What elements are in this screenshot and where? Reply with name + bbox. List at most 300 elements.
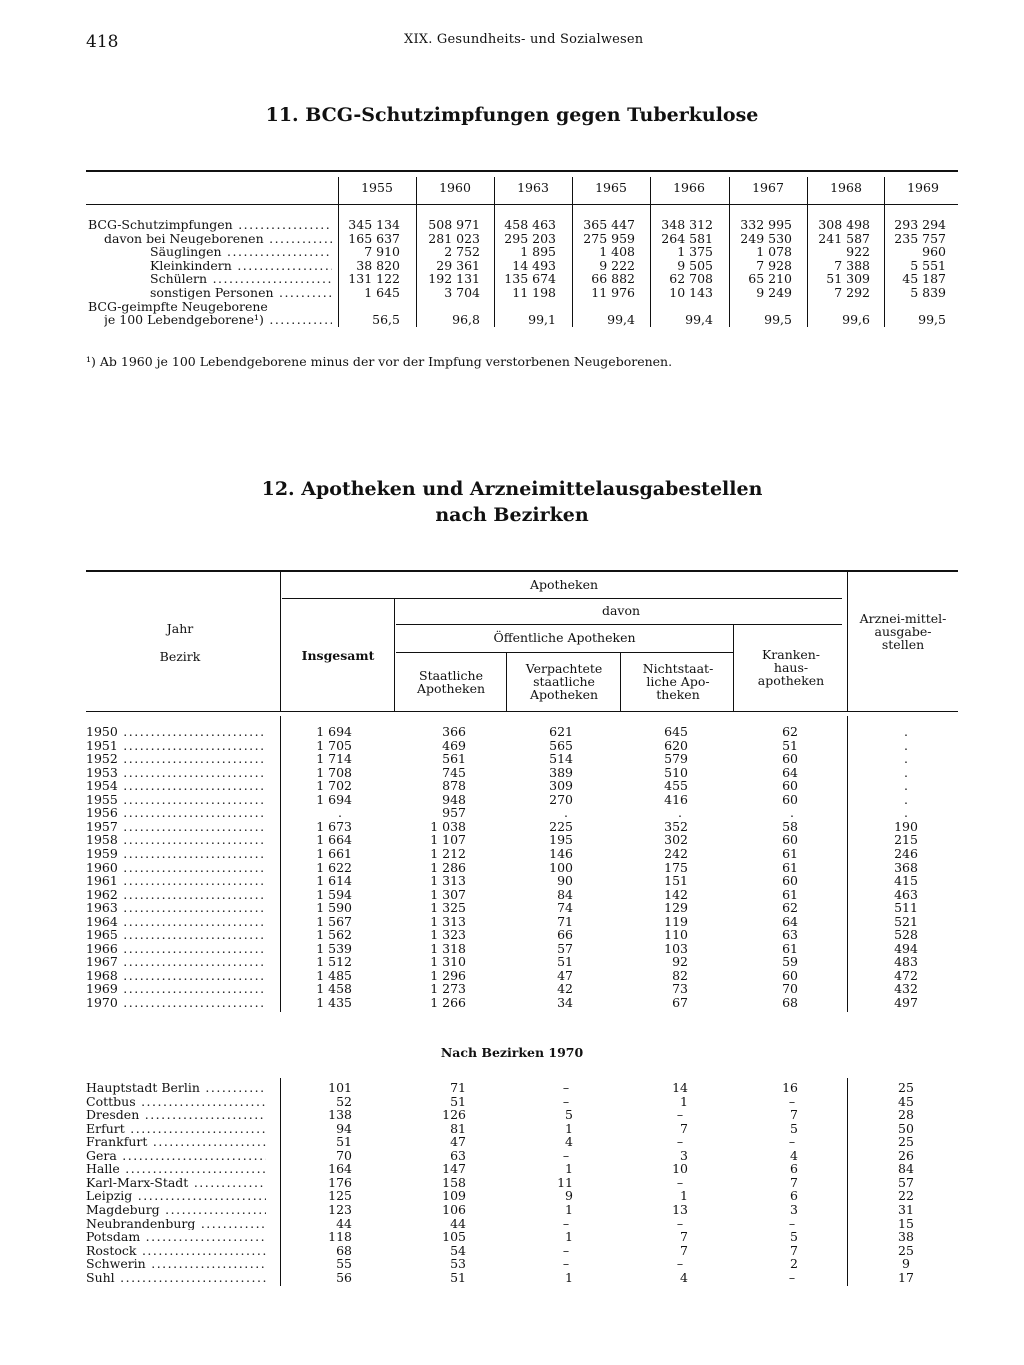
table12-cell: 645 — [664, 724, 688, 739]
table11-row-label: sonstigen Personen ..... — [150, 286, 332, 300]
header-jahr: Jahr — [166, 621, 194, 636]
table11-row-label: davon bei Neugeborenen ..... — [104, 232, 332, 246]
table12-cell: – — [788, 1093, 796, 1109]
table12-subheading: Nach Bezirken 1970 — [440, 1045, 584, 1060]
table12-cell: 44 — [336, 1215, 352, 1231]
table12-cell: 1 325 — [430, 900, 466, 916]
table12-cell: 7 — [790, 1242, 798, 1258]
table11-cell: 960 — [922, 244, 946, 260]
table12-cell: 11 — [557, 1174, 573, 1190]
table12-cell: 90 — [557, 873, 573, 889]
table12-cell: 366 — [442, 724, 466, 739]
table12-cell: 1 614 — [316, 873, 352, 889]
table12-cell: 1 307 — [430, 886, 466, 902]
header-staatliche: Staatliche Apotheken — [416, 668, 486, 696]
table12-cell: 1 705 — [316, 737, 352, 753]
table12-cell: 621 — [549, 724, 573, 739]
table12-year-label: 1965 ..... — [86, 928, 266, 942]
table12-cell: 60 — [782, 832, 798, 848]
table12-cell: – — [562, 1215, 570, 1231]
table12-cell: – — [676, 1215, 684, 1231]
table12-cell: 302 — [664, 832, 688, 848]
table12-cell: 225 — [549, 818, 573, 834]
table12-cell: 60 — [782, 791, 798, 807]
table12-cell: – — [788, 1215, 796, 1231]
table12-cell: 9 — [902, 1256, 910, 1272]
table12-cell: 1 266 — [430, 995, 466, 1010]
table12-cell: 51 — [557, 954, 573, 970]
table12-cell: 620 — [664, 737, 688, 753]
table12-cell: 71 — [450, 1080, 466, 1095]
table11-cell: 345 134 — [348, 217, 400, 232]
table12-district-label: Suhl ..... — [86, 1271, 266, 1285]
table12-cell: . — [904, 778, 908, 794]
table12-cell: 957 — [442, 805, 466, 821]
table11-cell: 14 493 — [512, 257, 556, 273]
table12-cell: 103 — [664, 940, 688, 956]
table12-cell: – — [676, 1256, 684, 1272]
table12-cell: 579 — [664, 751, 688, 767]
table12-year-label: 1951 ..... — [86, 739, 266, 753]
table11-year-header: 1969 — [907, 180, 939, 195]
table12-year-label: 1954 ..... — [86, 779, 266, 793]
table12-cell: 38 — [898, 1229, 914, 1245]
table12-cell: 47 — [450, 1134, 466, 1150]
table12-cell: 64 — [782, 913, 798, 929]
table12-cell: 745 — [442, 764, 466, 780]
table12-cell: 1 — [565, 1120, 573, 1136]
table12-cell: 9 — [565, 1188, 573, 1204]
table12-cell: 1 273 — [430, 981, 466, 997]
table12-cell: – — [562, 1093, 570, 1109]
table11-row-label: je 100 Lebendgeborene¹) ..... — [104, 313, 332, 327]
table12-cell: . — [564, 805, 568, 821]
table12-cell: 10 — [672, 1161, 688, 1177]
table12-cell: 51 — [336, 1134, 352, 1150]
table12-cell: 1 562 — [316, 927, 352, 943]
table11-cell: 9 249 — [756, 285, 792, 300]
table12-cell: 1 694 — [316, 791, 352, 807]
table12-cell: – — [562, 1147, 570, 1163]
table12-cell: 565 — [549, 737, 573, 753]
table12-cell: . — [678, 805, 682, 821]
table12-cell: 94 — [336, 1120, 352, 1136]
table12-cell: 61 — [782, 886, 798, 902]
table12-cell: 1 296 — [430, 967, 466, 983]
table11-cell: 66 882 — [591, 271, 635, 287]
table12-district-label: Hauptstadt Berlin ..... — [86, 1081, 266, 1095]
table12-top-rule — [86, 570, 958, 572]
table12-cell: 1 435 — [316, 995, 352, 1010]
table11-cell: 99,5 — [918, 312, 946, 328]
table11-cell: 332 995 — [740, 217, 792, 232]
section-title: XIX. Gesundheits- und Sozialwesen — [404, 32, 644, 47]
table12-cell: 416 — [664, 791, 688, 807]
table12-cell: 2 — [790, 1256, 798, 1272]
table11-title: 11. BCG-Schutzimpfungen gegen Tuberkulose — [265, 104, 759, 126]
header-verpachtete: Verpachtete staatliche Apotheken — [525, 661, 603, 702]
table12-cell: 54 — [450, 1242, 466, 1258]
table12-col-divider — [280, 1078, 281, 1286]
table12-year-label: 1955 ..... — [86, 793, 266, 807]
table12-cell: . — [904, 764, 908, 780]
table12-cell: 1 107 — [430, 832, 466, 848]
table12-cell: 1 313 — [430, 873, 466, 889]
table11-cell: 192 131 — [428, 271, 480, 287]
table12-cell: 5 — [565, 1107, 573, 1123]
table11-cell: 165 637 — [348, 230, 400, 246]
header-kranken: Kranken-haus-apotheken — [757, 647, 825, 688]
table12-district-label: Cottbus ..... — [86, 1095, 266, 1109]
table12-district-label: Leipzig ..... — [86, 1189, 266, 1203]
table12-cell: 66 — [557, 927, 573, 943]
table12-cell: 61 — [782, 845, 798, 861]
table11-year-header: 1963 — [517, 180, 549, 195]
table11-cell: 1 645 — [364, 285, 400, 300]
table12-cell: 7 — [680, 1229, 688, 1245]
table12-cell: 514 — [549, 751, 573, 767]
table12-year-label: 1970 ..... — [86, 996, 266, 1010]
table12-cell: 62 — [782, 900, 798, 916]
table12-cell: 158 — [442, 1174, 466, 1190]
table11-cell: 11 976 — [591, 285, 635, 300]
table12-cell: 68 — [336, 1242, 352, 1258]
table11-cell: 458 463 — [504, 217, 556, 232]
table11-year-header: 1965 — [595, 180, 627, 195]
table12-cell: – — [562, 1080, 570, 1095]
table11-cell: 135 674 — [504, 271, 556, 287]
table11-cell: 922 — [846, 244, 870, 260]
table11-cell: 293 294 — [894, 217, 946, 232]
table12-cell: 1 702 — [316, 778, 352, 794]
table12-cell: 71 — [557, 913, 573, 929]
table11-year-header: 1960 — [439, 180, 471, 195]
table12-title-line2: nach Bezirken — [435, 504, 589, 526]
table12-cell: 176 — [328, 1174, 352, 1190]
table11-cell: 51 309 — [826, 271, 870, 287]
table12-cell: 6 — [790, 1188, 798, 1204]
table12-cell: 81 — [450, 1120, 466, 1136]
table11-cell: 2 752 — [444, 244, 480, 260]
table12-year-label: 1958 ..... — [86, 833, 266, 847]
table12-cell: 25 — [898, 1242, 914, 1258]
table11-cell: 241 587 — [818, 230, 870, 246]
table12-district-label: Rostock ..... — [86, 1244, 266, 1258]
table12-district-label: Potsdam ..... — [86, 1230, 266, 1244]
table11-cell: 7 388 — [834, 257, 870, 273]
table12-district-label: Dresden ..... — [86, 1108, 266, 1122]
table12-cell: 61 — [782, 859, 798, 875]
table12-cell: 1 — [565, 1269, 573, 1285]
table11-cell: 249 530 — [740, 230, 792, 246]
table12-title: 12. Apotheken und Arzneimittelausgabestellen — [261, 478, 763, 500]
table11-cell: 7 910 — [364, 244, 400, 260]
table12-cell: 1 661 — [316, 845, 352, 861]
table12-district-label: Frankfurt ..... — [86, 1135, 266, 1149]
table12-cell: 28 — [898, 1107, 914, 1123]
table12-cell: 1 — [565, 1161, 573, 1177]
table12-cell: 125 — [328, 1188, 352, 1204]
table12-cell: 84 — [557, 886, 573, 902]
table12-cell: 119 — [664, 913, 688, 929]
table12-cell: . — [904, 751, 908, 767]
table12-cell: 432 — [894, 981, 918, 997]
table12-cell: . — [904, 737, 908, 753]
table11-top-rule — [86, 170, 958, 172]
table12-cell: 14 — [672, 1080, 688, 1095]
table12-cell: 1 512 — [316, 954, 352, 970]
table11-footnote: ¹) Ab 1960 je 100 Lebendgeborene minus der vor der Impfung verstorbenen Neugeborenen. — [86, 354, 673, 369]
table12-cell: 70 — [782, 981, 798, 997]
table11-cell: 508 971 — [428, 217, 480, 232]
table12-cell: 7 — [790, 1174, 798, 1190]
table12-cell: 472 — [894, 967, 918, 983]
table12-year-label: 1952 ..... — [86, 752, 266, 766]
table12-cell: 1 714 — [316, 751, 352, 767]
table12-cell: 878 — [442, 778, 466, 794]
table11-cell: 5 839 — [910, 285, 946, 300]
table12-cell: 17 — [898, 1269, 914, 1285]
table12-year-label: 1953 ..... — [86, 766, 266, 780]
table12-cell: 60 — [782, 751, 798, 767]
table12-cell: 22 — [898, 1188, 914, 1204]
table11-cell: 281 023 — [428, 230, 480, 246]
table11-cell: 45 187 — [902, 271, 946, 287]
table12-cell: 455 — [664, 778, 688, 794]
table12-cell: 44 — [450, 1215, 466, 1231]
table11-cell: 365 447 — [583, 217, 635, 232]
table12-cell: 6 — [790, 1161, 798, 1177]
table12-cell: 142 — [664, 886, 688, 902]
table12-cell: 1 694 — [316, 724, 352, 739]
table12-cell: 4 — [680, 1269, 688, 1285]
table12-cell: – — [788, 1134, 796, 1150]
table12-cell: 106 — [442, 1201, 466, 1217]
table12-cell: 521 — [894, 913, 918, 929]
table12-cell: 1 — [680, 1188, 688, 1204]
table12-cell: . — [904, 724, 908, 739]
table11-header-rule — [86, 204, 958, 205]
table12-cell: 56 — [336, 1269, 352, 1285]
table12-cell: 511 — [894, 900, 918, 916]
table12-cell: 497 — [894, 995, 918, 1010]
table12-cell: 55 — [336, 1256, 352, 1272]
header-davon: davon — [601, 603, 641, 618]
table12-cell: 4 — [565, 1134, 573, 1150]
table12-district-label: Gera ..... — [86, 1149, 266, 1163]
table12-cell: 84 — [898, 1161, 914, 1177]
table12-cell: 47 — [557, 967, 573, 983]
table12-district-label: Erfurt ..... — [86, 1122, 266, 1136]
table12-cell: 25 — [898, 1134, 914, 1150]
table12-cell: 63 — [782, 927, 798, 943]
table11-cell: 275 959 — [583, 230, 635, 246]
table12-cell: 51 — [450, 1269, 466, 1285]
header-arznei: Arznei-mittel-ausgabe-stellen — [859, 611, 947, 652]
table12-year-label: 1957 ..... — [86, 820, 266, 834]
table12-cell: 51 — [450, 1093, 466, 1109]
table11-row-label: Säuglingen ..... — [150, 245, 332, 259]
table11-cell: 131 122 — [348, 271, 400, 287]
table12-cell: 129 — [664, 900, 688, 916]
page-number: 418 — [86, 32, 119, 52]
table12-cell: 1 594 — [316, 886, 352, 902]
table11-cell: 56,5 — [372, 312, 400, 328]
table12-year-label: 1959 ..... — [86, 847, 266, 861]
table12-cell: 53 — [450, 1256, 466, 1272]
table12-cell: 63 — [450, 1147, 466, 1163]
table12-year-label: 1960 ..... — [86, 861, 266, 875]
table12-cell: 109 — [442, 1188, 466, 1204]
table11-year-header: 1966 — [673, 180, 705, 195]
table12-cell: 175 — [664, 859, 688, 875]
table12-cell: 469 — [442, 737, 466, 753]
table12-district-label: Magdeburg ..... — [86, 1203, 266, 1217]
table12-cell: . — [904, 805, 908, 821]
table11-year-header: 1955 — [361, 180, 393, 195]
table12-cell: 70 — [336, 1147, 352, 1163]
table12-cell: 1 286 — [430, 859, 466, 875]
table12-cell: 82 — [672, 967, 688, 983]
table12-cell: 123 — [328, 1201, 352, 1217]
table12-header-rule — [86, 711, 958, 712]
table12-cell: 246 — [894, 845, 918, 861]
table12-cell: 1 318 — [430, 940, 466, 956]
table12-cell: 45 — [898, 1093, 914, 1109]
table12-cell: 352 — [664, 818, 688, 834]
table12-cell: 483 — [894, 954, 918, 970]
table12-cell: 270 — [549, 791, 573, 807]
table12-cell: 368 — [894, 859, 918, 875]
table12-year-label: 1968 ..... — [86, 969, 266, 983]
table12-cell: 146 — [549, 845, 573, 861]
table12-cell: . — [904, 791, 908, 807]
table12-cell: 60 — [782, 967, 798, 983]
table12-cell: 15 — [898, 1215, 914, 1231]
table12-cell: 1 539 — [316, 940, 352, 956]
table11-cell: 1 375 — [677, 244, 713, 260]
table12-cell: 26 — [898, 1147, 914, 1163]
table12-cell: 92 — [672, 954, 688, 970]
table12-cell: 52 — [336, 1093, 352, 1109]
table12-year-label: 1967 ..... — [86, 955, 266, 969]
table11-year-header: 1967 — [752, 180, 784, 195]
table11-cell: 295 203 — [504, 230, 556, 246]
table12-cell: 25 — [898, 1080, 914, 1095]
table12-cell: 5 — [790, 1120, 798, 1136]
table12-year-label: 1961 ..... — [86, 874, 266, 888]
table12-cell: 1 — [680, 1093, 688, 1109]
table11-cell: 7 292 — [834, 285, 870, 300]
table12-cell: 110 — [664, 927, 688, 943]
table12-cell: – — [562, 1256, 570, 1272]
table11-cell: 3 704 — [444, 285, 480, 300]
table11-cell: 99,6 — [842, 312, 870, 328]
table12-cell: 59 — [782, 954, 798, 970]
table12-cell: – — [562, 1242, 570, 1258]
table12-cell: 561 — [442, 751, 466, 767]
table11-cell: 5 551 — [910, 257, 946, 273]
table12-cell: 16 — [782, 1080, 798, 1095]
table11-year-header: 1968 — [830, 180, 862, 195]
table12-cell: 389 — [549, 764, 573, 780]
table11-cell: 348 312 — [661, 217, 713, 232]
table12-col-divider — [847, 716, 848, 1012]
table11-cell: 10 143 — [669, 285, 713, 300]
table12-cell: 60 — [782, 778, 798, 794]
table11-cell: 9 222 — [599, 257, 635, 273]
table12-cell: 105 — [442, 1229, 466, 1245]
table12-cell: 101 — [328, 1080, 352, 1095]
table11-cell: 99,1 — [528, 312, 556, 328]
table12-district-label: Karl-Marx-Stadt ..... — [86, 1176, 266, 1190]
table12-cell: . — [338, 805, 342, 821]
table12-cell: 3 — [680, 1147, 688, 1163]
table12-cell: 1 485 — [316, 967, 352, 983]
table11-cell: 29 361 — [436, 257, 480, 273]
table11-cell: 11 198 — [512, 285, 556, 300]
table11-cell: 308 498 — [818, 217, 870, 232]
table12-cell: 1 590 — [316, 900, 352, 916]
table11-row-label: Kleinkindern ..... — [150, 259, 332, 273]
table12-cell: 1 567 — [316, 913, 352, 929]
header-apotheken: Apotheken — [529, 577, 599, 592]
table11-row-label: BCG-geimpfte Neugeborene — [88, 298, 268, 314]
table12-cell: 126 — [442, 1107, 466, 1123]
table12-cell: 34 — [557, 995, 573, 1010]
table12-cell: 7 — [680, 1242, 688, 1258]
table12-cell: 195 — [549, 832, 573, 848]
table12-cell: 1 038 — [430, 818, 466, 834]
table12-cell: 60 — [782, 873, 798, 889]
table11-cell: 96,8 — [452, 312, 480, 328]
table11-row-label: Schülern ..... — [150, 272, 332, 286]
table12-cell: 242 — [664, 845, 688, 861]
table12-cell: 151 — [664, 873, 688, 889]
table12-year-label: 1963 ..... — [86, 901, 266, 915]
table12-cell: 190 — [894, 818, 918, 834]
table12-cell: 57 — [898, 1174, 914, 1190]
table12-cell: – — [676, 1134, 684, 1150]
table12-cell: 5 — [790, 1229, 798, 1245]
table12-district-label: Neubrandenburg ..... — [86, 1217, 266, 1231]
table11-cell: 7 928 — [756, 257, 792, 273]
table12-cell: 1 458 — [316, 981, 352, 997]
table12-cell: 1 708 — [316, 764, 352, 780]
table12-cell: 4 — [790, 1147, 798, 1163]
table12-cell: 1 — [565, 1201, 573, 1217]
table12-cell: 494 — [894, 940, 918, 956]
table12-cell: 147 — [442, 1161, 466, 1177]
table12-cell: 948 — [442, 791, 466, 807]
header-bezirk: Bezirk — [159, 649, 201, 664]
table12-year-label: 1964 ..... — [86, 915, 266, 929]
table12-cell: – — [676, 1107, 684, 1123]
table12-cell: 73 — [672, 981, 688, 997]
table11-cell: 99,4 — [685, 312, 713, 328]
table12-cell: 7 — [790, 1107, 798, 1123]
table12-cell: 1 212 — [430, 845, 466, 861]
table12-cell: 13 — [672, 1201, 688, 1217]
table11-cell: 38 820 — [356, 257, 400, 273]
table12-cell: 415 — [894, 873, 918, 889]
table12-district-label: Schwerin ..... — [86, 1257, 266, 1271]
header-oeffentliche: Öffentliche Apotheken — [493, 630, 636, 645]
table11-cell: 9 505 — [677, 257, 713, 273]
header-nichtstaatliche: Nichtstaat-liche Apo-theken — [642, 661, 714, 702]
table12-cell: 528 — [894, 927, 918, 943]
table12-cell: 215 — [894, 832, 918, 848]
